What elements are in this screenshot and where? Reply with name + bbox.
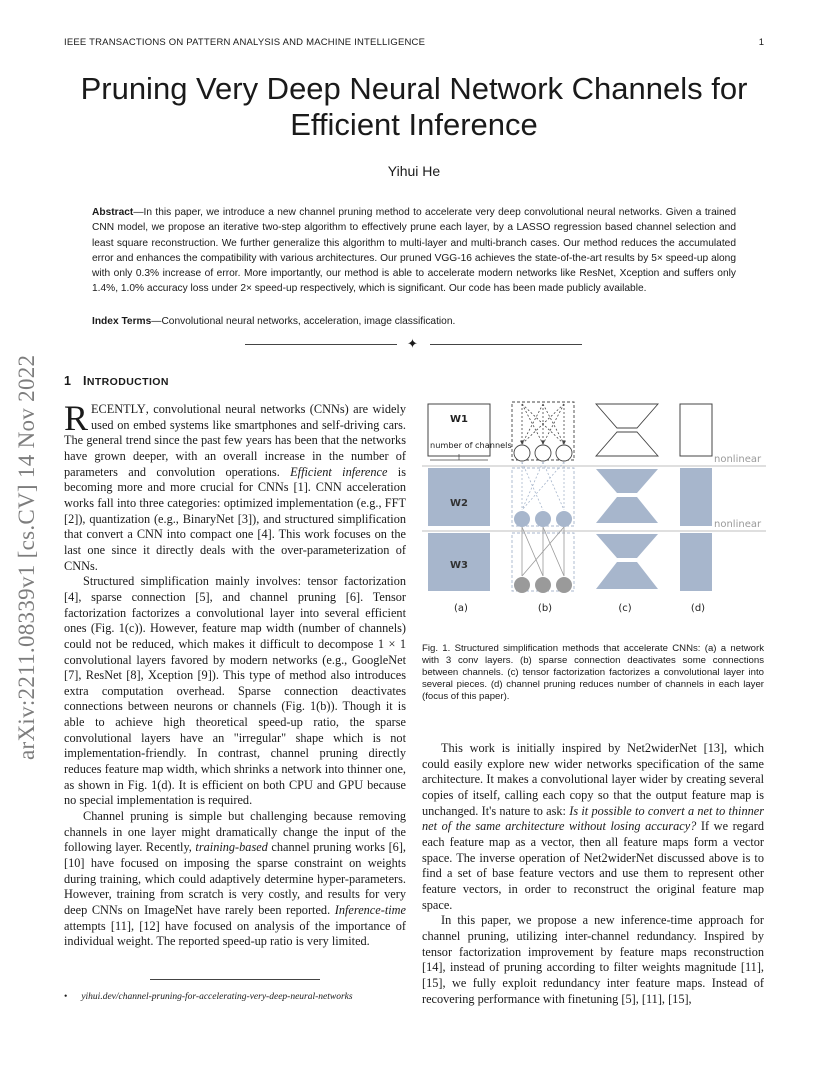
- footnote-link[interactable]: yihui.dev/channel-pruning-for-accelerating-very-deep-neural-networks: [81, 992, 353, 1002]
- text-run: This work is initially inspired by Net2widerNet [13], which could easily explore new wider networks specification of the same architecture. It makes a convolutional layer wider by creating several copies of itself, calling each copy so that the output feature map is unchanged. It's nature to ask:: [422, 741, 764, 818]
- figure-1: [422, 396, 766, 621]
- emphasis: training-based: [195, 840, 268, 855]
- abstract-label: Abstract: [92, 207, 134, 218]
- section-heading: [64, 374, 169, 388]
- layer-label-w1: W1: [450, 414, 468, 425]
- footnote: [64, 992, 353, 1002]
- section-title-rest: NTRODUCTION: [86, 376, 169, 388]
- panel-b: [512, 402, 574, 593]
- factor-piece: [596, 562, 658, 589]
- text-run: If we regard each feature map as a vector, then all feature maps form a vector space. The inverse operation of Net2widerNet discussed above is to find a set of base feature vectors and use them to represent other feature vectors, in order to reconstruct the original feature map space.: [422, 819, 765, 912]
- layer-label-w3: W3: [450, 560, 468, 571]
- text-run: attempts [11], [12] have focused on analysis of the importance of individual weight. The reported speed-up ratio is very limited.: [64, 918, 406, 949]
- node: [556, 577, 572, 593]
- factor-piece: [596, 432, 658, 456]
- nonlinear-label-1: nonlinear: [714, 454, 762, 465]
- panel-d: [680, 404, 712, 591]
- emphasis: Is it possible to convert a net to thinner net of the same architecture without losing accuracy?: [422, 803, 764, 834]
- footnote-rule: [150, 979, 320, 980]
- panel-label-b: (b): [537, 603, 553, 614]
- panel-c: [596, 404, 658, 589]
- smallcaps-lead: ECENTLY: [91, 402, 146, 416]
- section-title-initial: I: [82, 374, 87, 388]
- node: [556, 445, 572, 461]
- arxiv-stamp: arXiv:2211.08339v1 [cs.CV] 14 Nov 2022: [14, 354, 39, 760]
- channels-label: number of channels: [430, 440, 512, 450]
- panel-a: [428, 404, 512, 591]
- factor-piece: [596, 404, 658, 428]
- text-run: , convolutional neural networks (CNNs) are widely used on embed systems like smartphones and self-driving cars. The general trend since the past few years has been that the networks have grown deeper, with an overall increase in the number of parameters and convolution operations.: [64, 402, 406, 479]
- sparse-connections-2: [522, 462, 564, 510]
- node: [556, 511, 572, 527]
- paragraph: [422, 741, 764, 913]
- layer-w2: [428, 468, 490, 526]
- figure-caption: Fig. 1. Structured simplification methods that accelerate CNNs: (a) a network with 3 conv layers. (b) sparse connection deactivates some connections between channels. (c) tensor factorization factorizes a convolutional layer into several pieces. (d) channel pruning reduces number of channels in each layer (focus of this paper).: [422, 643, 764, 703]
- text-run: channel pruning works [6], [10] have focused on imposing the sparse constraint on weights during training, which could adaptively determine hyper-parameters. However, training from scratch is very costly, and results for very deep CNNs on ImageNet have rarely been reported.: [64, 840, 406, 917]
- nonlinear-label-2: nonlinear: [714, 519, 762, 530]
- pruned-layer-3: [680, 533, 712, 591]
- emphasis: Inference-time: [334, 903, 406, 917]
- panel-label-a: (a): [454, 603, 468, 614]
- text-run: is becoming more and more crucial for CNNs [1]. CNN acceleration works fall into three categories: optimized implementation (e.g., FFT [2]), quantization (e.g., BinaryNet [3]), and structured simplification that convert a CNN into compact one [4]. This work focuses on the last one since it directly deals with the over-parameterization of CNNs.: [64, 464, 406, 573]
- index-terms-label: Index Terms: [92, 316, 152, 327]
- divider-diamond-icon: ✦: [407, 336, 418, 351]
- author: Yihui He: [387, 163, 441, 179]
- factor-piece: [596, 534, 658, 558]
- panel-label-c: (c): [618, 603, 632, 614]
- text-run: Channel pruning is simple but challenging because removing channels in one layer might dramatically change the input of the following layer. Recently,: [64, 809, 406, 855]
- index-terms-text: —Convolutional neural networks, acceleration, image classification.: [151, 316, 456, 327]
- node: [535, 577, 551, 593]
- pruned-layer-2: [680, 468, 712, 526]
- node: [535, 511, 551, 527]
- left-column: [64, 398, 406, 950]
- abstract: [92, 205, 736, 297]
- page-number: 1: [758, 37, 764, 48]
- divider-right: [430, 344, 582, 345]
- emphasis: Efficient inference: [290, 464, 388, 479]
- pruned-layer-1: [680, 404, 712, 456]
- section-number: 1: [64, 374, 72, 388]
- paragraph: In this paper, we propose a new inference-time approach for channel pruning, utilizing inter-channel redundancy. Inspired by tensor factorization improvement by feature maps reconstruction [14], instead of pruning according to filter weights magnitude [11], [15], we fully exploit redundancy inter feature maps. Instead of recovering performance with finetuning [5], [11], [15],: [422, 913, 764, 1006]
- layer-label-w2: W2: [450, 498, 468, 509]
- sparse-connections-3: [522, 527, 564, 576]
- paragraph: [64, 809, 406, 950]
- panel-label-d: (d): [690, 603, 706, 614]
- node: [514, 577, 530, 593]
- divider-left: [245, 344, 397, 345]
- footnote-bullet: •: [64, 992, 68, 1002]
- running-head: IEEE TRANSACTIONS ON PATTERN ANALYSIS AND MACHINE INTELLIGENCE: [64, 37, 426, 48]
- paper-title: Pruning Very Deep Neural Network Channels for Efficient Inference: [80, 71, 748, 142]
- sparse-connections-1: [522, 404, 564, 444]
- node: [514, 511, 530, 527]
- right-column: [422, 741, 764, 1007]
- node: [514, 445, 530, 461]
- factor-piece: [596, 469, 658, 493]
- factor-piece: [596, 497, 658, 523]
- node: [535, 445, 551, 461]
- index-terms: [92, 316, 736, 327]
- abstract-text: —In this paper, we introduce a new channel pruning method to accelerate very deep convolutional neural networks. Given a trained CNN model, we propose an iterative two-step algorithm to effectively prune each layer, by a LASSO regression based channel selection and least square reconstruction. We further generalize this algorithm to multi-layer and multi-branch cases. Our method reduces the accumulated error and enhances the compatibility with various architectures. Our pruned VGG-16 achieves the state-of-the-art results by 5× speed-up along with only 0.3% increase of error. More importantly, our method is able to accelerate modern networks like ResNet, Xception and suffers only 1.4%, 1.0% accuracy loss under 2× speed-up respectively, which is significant. Our code has been made publicly available.: [92, 207, 736, 295]
- paragraph: [64, 398, 406, 574]
- dropcap: R: [64, 398, 89, 438]
- paragraph: Structured simplification mainly involves: tensor factorization [4], sparse connection [5], and channel pruning [6]. Tensor factorization factorizes a convolutional layer into several efficient ones (Fig. 1(c)). However, feature map width (number of channels) could not be reduced, which makes it difficult to decompose 1 × 1 convolutional layers favored by modern networks (e.g., GoogleNet [7], ResNet [8], Xception [9]). This type of method also introduces extra computation overhead. Sparse connection deactivates connections between neurons or channels (Fig. 1(b)). Though it is able to achieve high theoretical speed-up ratio, the sparse convolutional layers have an "irregular" shape which is not implementation-friendly. In contrast, channel pruning directly reduces feature map width, which shrinks a network into thinner one, as shown in Fig. 1(d). It is efficient on both CPU and GPU because no special implementation is required.: [64, 574, 406, 808]
